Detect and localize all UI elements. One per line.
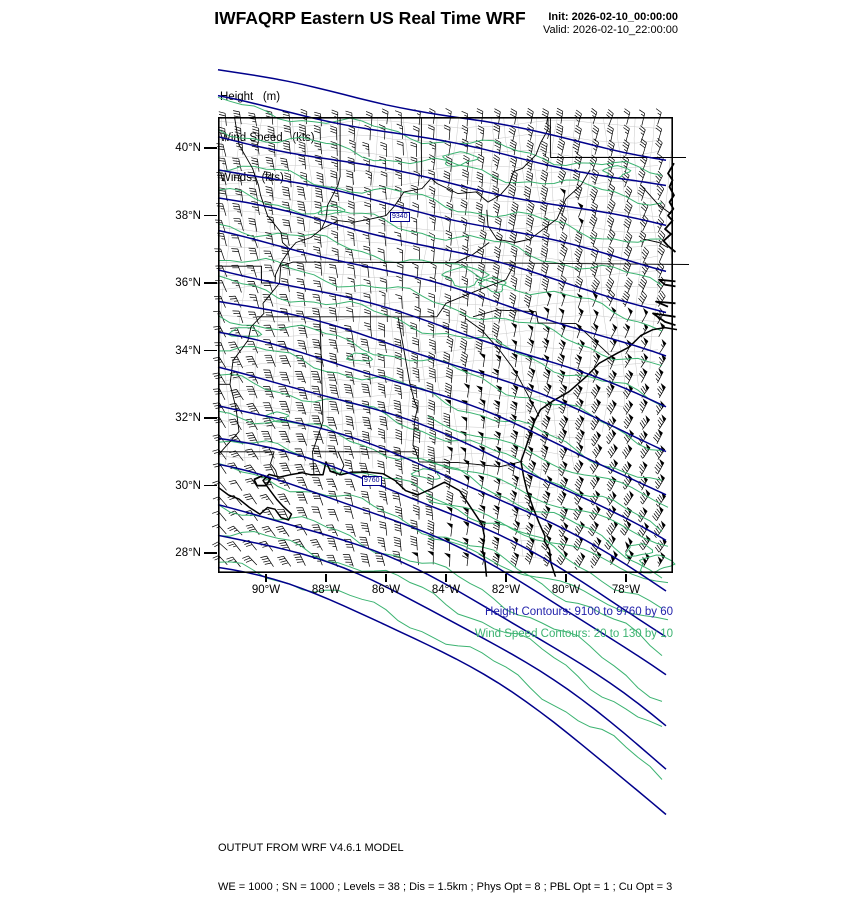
- lat-tick-mark: [204, 417, 217, 418]
- lon-tick-mark: [325, 574, 326, 582]
- lon-tick-label: 78°W: [611, 584, 641, 596]
- lat-tick-label: 38°N: [175, 209, 201, 222]
- valid-time: Valid: 2026-02-10_22:00:00: [543, 24, 678, 36]
- legend-winds: Winds (kts): [220, 172, 284, 184]
- height-contour-lines: [218, 70, 666, 815]
- lon-tick-mark: [265, 574, 266, 582]
- page-title: IWFAQRP Eastern US Real Time WRF: [214, 8, 526, 28]
- lat-tick-label: 36°N: [175, 277, 201, 290]
- lat-tick-mark: [204, 552, 217, 553]
- wind-speed-contours-caption: Wind Speed Contours: 20 to 130 by 10: [474, 628, 673, 640]
- lon-tick-label: 90°W: [251, 584, 281, 596]
- map-area: [218, 117, 673, 573]
- lon-tick-label: 80°W: [551, 584, 581, 596]
- legend-height: Height (m): [220, 91, 281, 103]
- lat-tick-label: 32°N: [175, 412, 201, 425]
- lat-tick-label: 28°N: [175, 547, 201, 560]
- lat-tick-label: 30°N: [175, 479, 201, 492]
- lon-tick-mark: [565, 574, 566, 582]
- lat-tick-mark: [204, 350, 217, 351]
- lat-tick-label: 40°N: [175, 142, 201, 155]
- lat-tick-label: 34°N: [175, 344, 201, 357]
- init-time: Init: 2026-02-10_00:00:00: [548, 11, 678, 23]
- model-footer: [218, 816, 672, 920]
- wrf-map-plot: [218, 117, 673, 573]
- height-contour-label: 9760: [364, 477, 380, 484]
- height-contours-caption: Height Contours: 9100 to 9760 by 60: [485, 606, 673, 618]
- lon-tick-label: 86°W: [371, 584, 401, 596]
- lat-tick-mark: [204, 215, 217, 216]
- lon-tick-mark: [445, 574, 446, 582]
- lon-tick-mark: [505, 574, 506, 582]
- legend-wind-speed: Wind Speed (kts): [220, 131, 315, 144]
- model-times: [430, 11, 678, 37]
- lon-tick-label: 84°W: [431, 584, 461, 596]
- lon-tick-mark: [625, 574, 626, 582]
- lat-tick-mark: [204, 147, 217, 148]
- county-mesh: [218, 117, 675, 563]
- lat-tick-mark: [204, 282, 217, 283]
- lon-tick-mark: [385, 574, 386, 582]
- footer-config-line: WE = 1000 ; SN = 1000 ; Levels = 38 ; Dis = 1.5km ; Phys Opt = 8 ; PBL Opt = 1 ; Cu Opt = 3: [218, 881, 673, 893]
- footer-model-line: OUTPUT FROM WRF V4.6.1 MODEL: [218, 842, 404, 854]
- height-contour-label: 9340: [392, 213, 408, 220]
- lon-tick-label: 88°W: [311, 584, 341, 596]
- lon-tick-label: 82°W: [491, 584, 521, 596]
- lat-tick-mark: [204, 485, 217, 486]
